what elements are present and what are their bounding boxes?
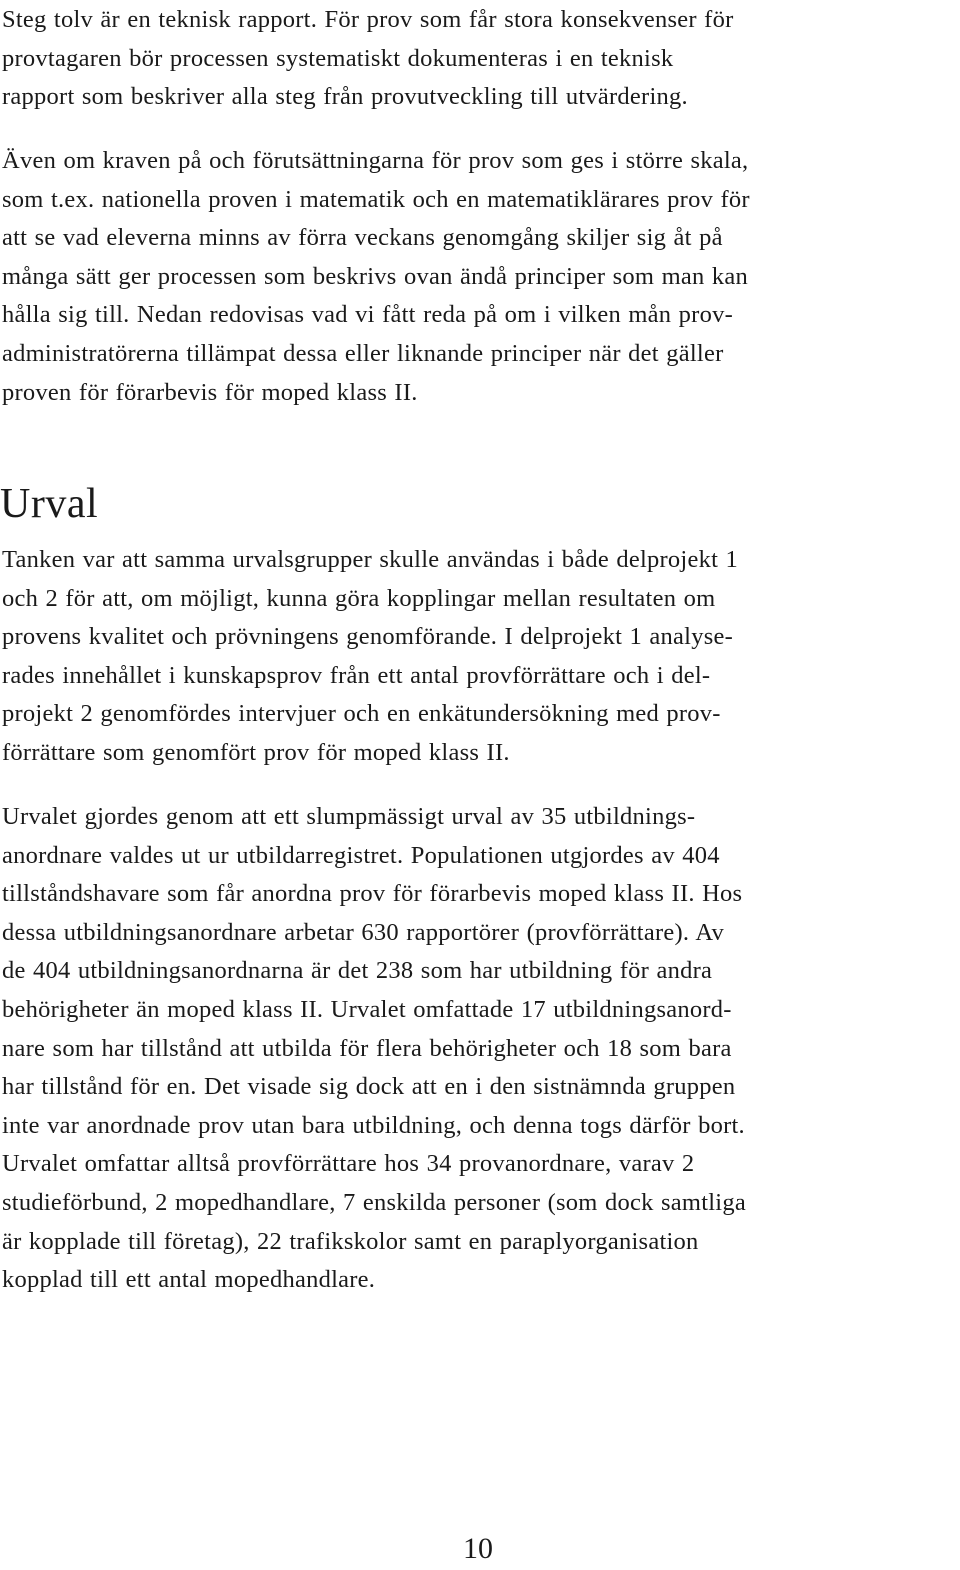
- text-line: inte var anordnade prov utan bara utbildning, och denna togs därför bort.: [2, 1111, 745, 1139]
- page-number: 10: [463, 1532, 493, 1565]
- paragraph-sample-description: [2, 798, 956, 1300]
- text-line: förrättare som genomfört prov för moped klass II.: [2, 738, 510, 766]
- text-line: hålla sig till. Nedan redovisas vad vi fått reda på om i vilken mån prov-: [2, 301, 733, 329]
- text-line: Urvalet gjordes genom att ett slumpmässigt urval av 35 utbildnings-: [2, 803, 696, 830]
- text-line: provtagaren bör processen systematiskt dokumenteras i en teknisk: [2, 44, 674, 72]
- text-line: Tanken var att samma urvalsgrupper skulle användas i både delprojekt 1: [2, 546, 739, 573]
- text-line: de 404 utbildningsanordnarna är det 238 som har utbildning för andra: [2, 957, 713, 985]
- text-line: behörigheter än moped klass II. Urvalet omfattade 17 utbildningsanord-: [2, 995, 732, 1023]
- text-line: har tillstånd för en. Det visade sig dock att en i den sistnämnda gruppen: [2, 1073, 736, 1101]
- text-line: är kopplade till företag), 22 trafikskolor samt en paraplyorganisation: [2, 1227, 699, 1255]
- paragraph-principles: [2, 142, 956, 412]
- text-line: kopplad till ett antal mopedhandlare.: [2, 1266, 376, 1294]
- section-heading: Urval: [0, 481, 99, 527]
- text-line: som t.ex. nationella proven i matematik och en matematiklärares prov för: [2, 185, 750, 213]
- text-line: många sätt ger processen som beskrivs ovan ändå principer som man kan: [2, 262, 749, 290]
- text-line: proven för förarbevis för moped klass II.: [2, 378, 418, 406]
- paragraph-selection-groups: [2, 541, 956, 773]
- text-line: Steg tolv är en teknisk rapport. För prov som får stora konsekvenser för: [2, 6, 734, 33]
- text-line: dessa utbildningsanordnare arbetar 630 rapportörer (provförrättare). Av: [2, 918, 724, 946]
- text-line: rapport som beskriver alla steg från provutveckling till utvärdering.: [2, 83, 688, 111]
- text-line: nare som har tillstånd att utbilda för flera behörigheter och 18 som bara: [2, 1034, 732, 1062]
- text-line: anordnare valdes ut ur utbildarregistret. Populationen utgjordes av 404: [2, 841, 720, 869]
- text-line: projekt 2 genomfördes intervjuer och en enkätundersökning med prov-: [2, 700, 721, 728]
- text-line: administratörerna tillämpat dessa eller liknande principer när det gäller: [2, 339, 724, 367]
- text-line: att se vad eleverna minns av förra veckans genomgång skiljer sig åt på: [2, 224, 723, 252]
- text-line: studieförbund, 2 mopedhandlare, 7 enskilda personer (som dock samtliga: [2, 1188, 746, 1216]
- text-line: och 2 för att, om möjligt, kunna göra kopplingar mellan resultaten om: [2, 584, 716, 612]
- text-line: Urvalet omfattar alltså provförrättare hos 34 provanordnare, varav 2: [2, 1150, 695, 1178]
- text-line: rades innehållet i kunskapsprov från ett antal provförrättare och i del-: [2, 661, 711, 689]
- text-line: provens kvalitet och prövningens genomförande. I delprojekt 1 analyse-: [2, 623, 734, 651]
- text-line: Även om kraven på och förutsättningarna för prov som ges i större skala,: [2, 147, 749, 174]
- paragraph-technical-report: [2, 1, 956, 117]
- text-line: tillståndshavare som får anordna prov för förarbevis moped klass II. Hos: [2, 880, 743, 908]
